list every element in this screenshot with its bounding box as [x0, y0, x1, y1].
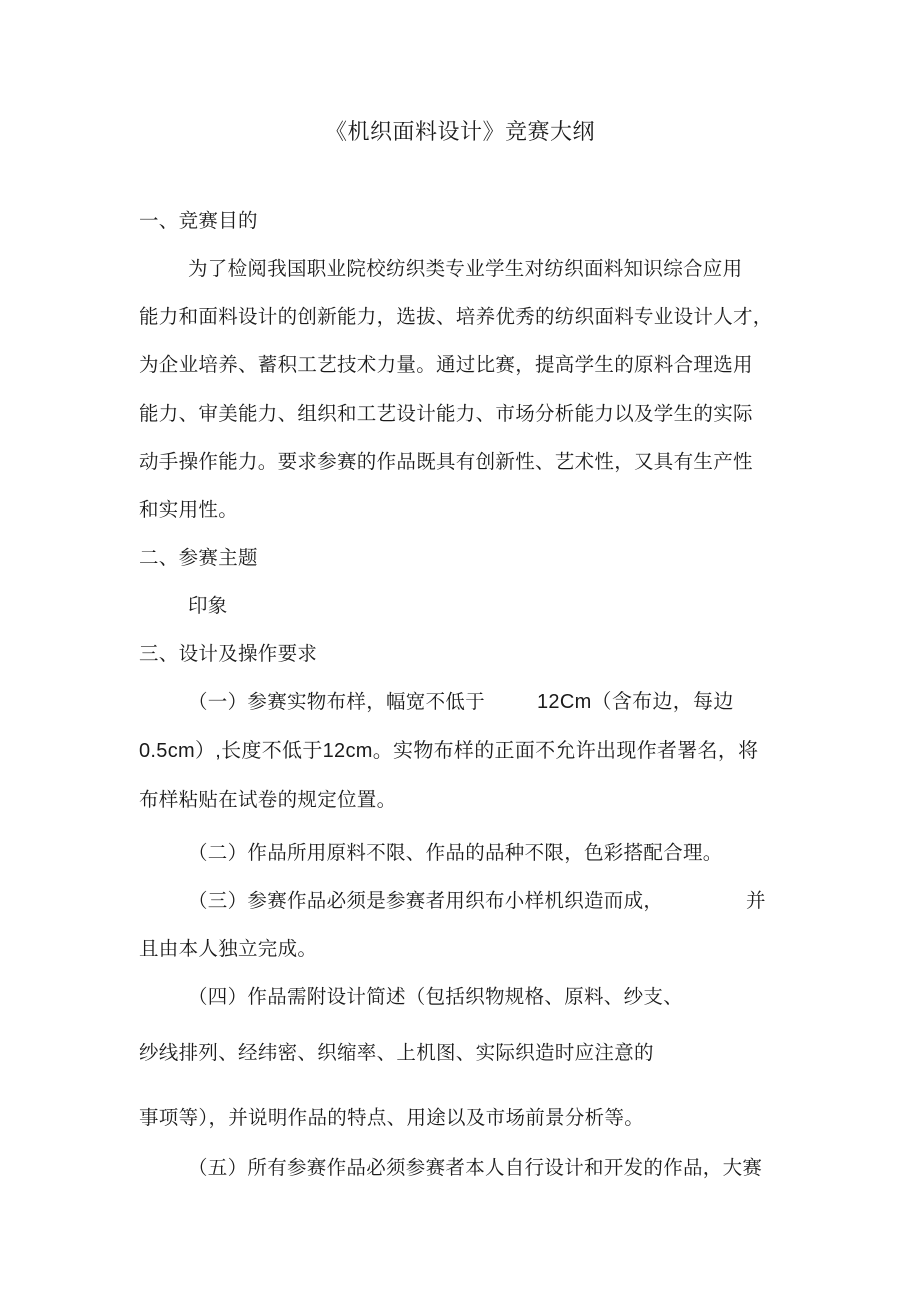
requirement-4-line-3: 事项等），并说明作品的特点、用途以及市场前景分析等。	[139, 1106, 645, 1129]
paragraph-line: 和实用性。	[139, 498, 239, 521]
requirement-3-part-b: 并	[746, 889, 766, 912]
section-heading-3: 三、设计及操作要求	[139, 642, 318, 665]
paragraph-line: 为了检阅我国职业院校纺织类专业学生对纺织面料知识综合应用	[188, 257, 743, 280]
paragraph-line: 为企业培养、蓄积工艺技术力量。通过比赛，提高学生的原料合理选用	[139, 353, 753, 376]
requirement-5: （五）所有参赛作品必须参赛者本人自行设计和开发的作品，大赛	[188, 1156, 763, 1179]
document-title: 《机织面料设计》竞赛大纲	[324, 120, 595, 145]
requirement-1-line-2: 0.5cm）,长度不低于12cm。实物布样的正面不允许出现作者署名，将	[139, 740, 759, 762]
theme-text: 印象	[188, 594, 228, 617]
requirement-1-part-a: （一）参赛实物布样，幅宽不低于	[188, 690, 486, 713]
requirement-4: （四）作品需附设计简述（包括织物规格、原料、纱支、	[188, 985, 684, 1008]
requirement-1-part-b: 12Cm（含布边，每边	[537, 691, 734, 713]
requirement-3-line-2: 且由本人独立完成。	[139, 937, 318, 960]
requirement-3-part-a: （三）参赛作品必须是参赛者用织布小样机织造而成，	[188, 889, 664, 912]
paragraph-line: 动手操作能力。要求参赛的作品既具有创新性、艺术性，又具有生产性	[139, 450, 753, 473]
paragraph-line: 能力和面料设计的创新能力，选拔、培养优秀的纺织面料专业设计人才，	[139, 305, 773, 328]
requirement-4-line-2: 纱线排列、经纬密、织缩率、上机图、实际织造时应注意的	[139, 1041, 654, 1064]
requirement-2: （二）作品所用原料不限、作品的品种不限，色彩搭配合理。	[188, 841, 723, 864]
section-heading-1: 一、竞赛目的	[139, 209, 258, 232]
requirement-1-line-3: 布样粘贴在试卷的规定位置。	[139, 788, 397, 811]
paragraph-line: 能力、审美能力、组织和工艺设计能力、市场分析能力以及学生的实际	[139, 402, 753, 425]
section-heading-2: 二、参赛主题	[139, 546, 258, 569]
